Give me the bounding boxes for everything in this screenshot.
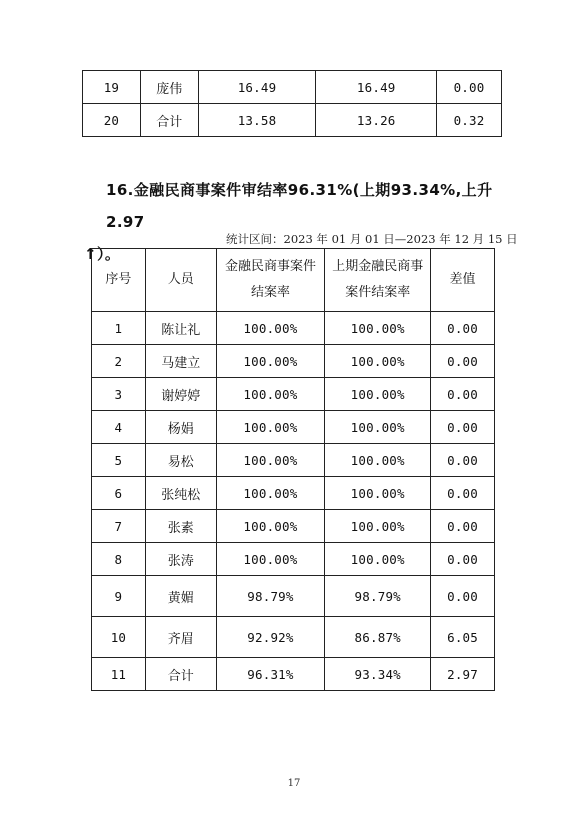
cell-current: 100.00%	[216, 477, 325, 510]
table-row	[92, 411, 495, 444]
cell-diff: 0.00	[437, 71, 502, 104]
table-row	[92, 617, 495, 658]
cell-name: 易松	[145, 444, 216, 477]
cell-previous: 100.00%	[325, 345, 431, 378]
section-heading-line1: 16.金融民商事案件审结率96.31%(上期93.34%,上升2.97	[106, 181, 493, 231]
cell-name: 谢婷婷	[145, 378, 216, 411]
cell-seq: 10	[92, 617, 146, 658]
cell-seq: 7	[92, 510, 146, 543]
page-number: 17	[287, 778, 301, 789]
cell-diff: 0.00	[431, 576, 495, 617]
table-row	[92, 378, 495, 411]
cell-seq: 3	[92, 378, 146, 411]
cell-seq: 4	[92, 411, 146, 444]
cell-seq: 6	[92, 477, 146, 510]
cell-current: 100.00%	[216, 444, 325, 477]
header-previous-line2: 案件结案率	[345, 285, 411, 300]
top-table	[82, 70, 502, 137]
table-row	[92, 444, 495, 477]
cell-seq: 20	[83, 104, 141, 137]
table-row	[83, 71, 502, 104]
table-row	[92, 345, 495, 378]
cell-seq: 2	[92, 345, 146, 378]
cell-seq: 19	[83, 71, 141, 104]
cell-current: 100.00%	[216, 543, 325, 576]
header-current-line1: 金融民商事案件	[224, 259, 316, 274]
main-table-body	[92, 249, 495, 691]
cell-previous: 13.26	[316, 104, 437, 137]
table-header-row	[92, 249, 495, 312]
main-table	[91, 248, 495, 691]
cell-current: 96.31%	[216, 658, 325, 691]
cell-seq: 8	[92, 543, 146, 576]
table-row	[83, 104, 502, 137]
cell-name: 合计	[145, 658, 216, 691]
table-row	[92, 543, 495, 576]
table-row	[92, 312, 495, 345]
cell-previous: 98.79%	[325, 576, 431, 617]
cell-diff: 0.32	[437, 104, 502, 137]
section-heading-line2: ↑）。	[84, 245, 121, 263]
cell-previous: 16.49	[316, 71, 437, 104]
cell-seq: 5	[92, 444, 146, 477]
cell-name: 齐眉	[145, 617, 216, 658]
header-previous	[325, 249, 431, 312]
cell-current: 100.00%	[216, 345, 325, 378]
cell-current: 92.92%	[216, 617, 325, 658]
table-row	[92, 658, 495, 691]
cell-name: 张素	[145, 510, 216, 543]
table-row	[92, 510, 495, 543]
header-current-line2: 结案率	[250, 285, 290, 300]
table-row	[92, 576, 495, 617]
cell-previous: 100.00%	[325, 312, 431, 345]
cell-previous: 100.00%	[325, 378, 431, 411]
cell-name: 庞伟	[140, 71, 198, 104]
header-diff: 差值	[431, 249, 495, 312]
cell-diff: 0.00	[431, 378, 495, 411]
cell-previous: 100.00%	[325, 477, 431, 510]
cell-name: 合计	[140, 104, 198, 137]
cell-diff: 0.00	[431, 345, 495, 378]
cell-diff: 0.00	[431, 543, 495, 576]
cell-diff: 0.00	[431, 444, 495, 477]
cell-diff: 0.00	[431, 411, 495, 444]
cell-name: 黄媚	[145, 576, 216, 617]
table-row	[92, 477, 495, 510]
header-previous-line1: 上期金融民商事	[332, 259, 424, 274]
stats-period: 统计区间：2023 年 01 月 01 日—2023 年 12 月 15 日	[226, 232, 518, 246]
cell-previous: 100.00%	[325, 510, 431, 543]
cell-current: 100.00%	[216, 510, 325, 543]
cell-previous: 100.00%	[325, 543, 431, 576]
cell-diff: 2.97	[431, 658, 495, 691]
cell-previous: 93.34%	[325, 658, 431, 691]
cell-diff: 0.00	[431, 312, 495, 345]
cell-seq: 1	[92, 312, 146, 345]
cell-current: 100.00%	[216, 378, 325, 411]
header-current	[216, 249, 325, 312]
cell-current: 100.00%	[216, 411, 325, 444]
cell-previous: 100.00%	[325, 411, 431, 444]
cell-current: 13.58	[198, 104, 316, 137]
cell-current: 16.49	[198, 71, 316, 104]
top-table-body	[83, 71, 502, 137]
cell-diff: 6.05	[431, 617, 495, 658]
cell-name: 陈让礼	[145, 312, 216, 345]
cell-current: 100.00%	[216, 312, 325, 345]
cell-seq: 9	[92, 576, 146, 617]
cell-current: 98.79%	[216, 576, 325, 617]
cell-diff: 0.00	[431, 510, 495, 543]
header-seq: 序号	[92, 249, 146, 312]
cell-seq: 11	[92, 658, 146, 691]
cell-diff: 0.00	[431, 477, 495, 510]
cell-name: 杨娟	[145, 411, 216, 444]
header-person: 人员	[145, 249, 216, 312]
cell-previous: 100.00%	[325, 444, 431, 477]
cell-previous: 86.87%	[325, 617, 431, 658]
cell-name: 张纯松	[145, 477, 216, 510]
cell-name: 马建立	[145, 345, 216, 378]
cell-name: 张涛	[145, 543, 216, 576]
